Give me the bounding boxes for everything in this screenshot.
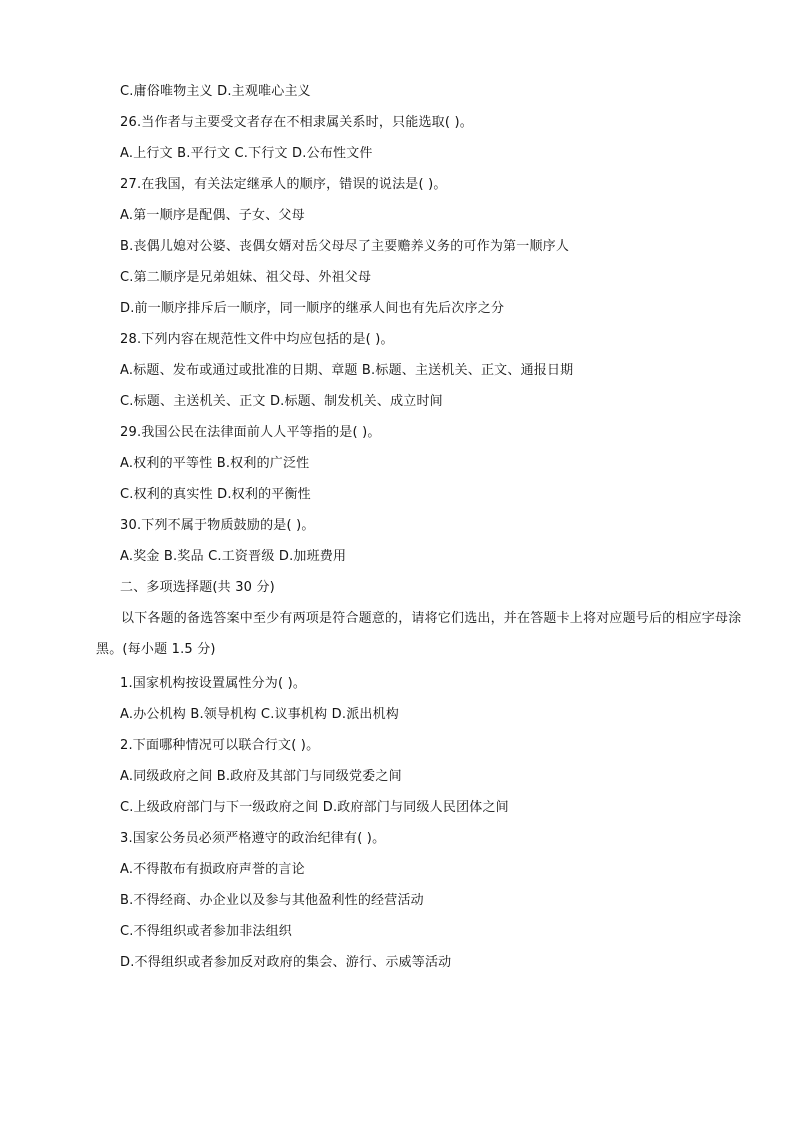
section-heading-multiple-choice: 二、多项选择题(共 30 分) (120, 580, 275, 595)
mq3-option-d: D.不得组织或者参加反对政府的集会、游行、示威等活动 (120, 955, 452, 970)
q28-options-cd: C.标题、主送机关、正文 D.标题、制发机关、成立时间 (120, 394, 443, 409)
mq1-options: A.办公机构 B.领导机构 C.议事机构 D.派出机构 (120, 707, 399, 722)
q29-options-cd: C.权利的真实性 D.权利的平衡性 (120, 487, 311, 502)
q25-options-cd: C.庸俗唯物主义 D.主观唯心主义 (120, 84, 311, 99)
mq3-option-b: B.不得经商、办企业以及参与其他盈利性的经营活动 (120, 893, 424, 908)
q27-option-a: A.第一顺序是配偶、子女、父母 (120, 208, 305, 223)
mq3-question: 3.国家公务员必须严格遵守的政治纪律有( )。 (120, 831, 386, 846)
mq2-options-ab: A.同级政府之间 B.政府及其部门与同级党委之间 (120, 769, 402, 784)
mq3-option-a: A.不得散布有损政府声誉的言论 (120, 862, 305, 877)
q27-option-d: D.前一顺序排斥后一顺序，同一顺序的继承人间也有先后次序之分 (120, 301, 505, 316)
mq2-question: 2.下面哪种情况可以联合行文( )。 (120, 738, 320, 753)
q30-question: 30.下列不属于物质鼓励的是( )。 (120, 518, 315, 533)
section-instruction (96, 603, 756, 665)
q29-question: 29.我国公民在法律面前人人平等指的是( )。 (120, 425, 381, 440)
q28-question: 28.下列内容在规范性文件中均应包括的是( )。 (120, 332, 394, 347)
q27-option-c: C.第二顺序是兄弟姐妹、祖父母、外祖父母 (120, 270, 372, 285)
q30-options: A.奖金 B.奖品 C.工资晋级 D.加班费用 (120, 549, 347, 564)
q27-option-b: B.丧偶儿媳对公婆、丧偶女婿对岳父母尽了主要赡养义务的可作为第一顺序人 (120, 239, 570, 254)
q28-options-ab: A.标题、发布或通过或批准的日期、章题 B.标题、主送机关、正文、通报日期 (120, 363, 574, 378)
mq3-option-c: C.不得组织或者参加非法组织 (120, 924, 293, 939)
mq2-options-cd: C.上级政府部门与下一级政府之间 D.政府部门与同级人民团体之间 (120, 800, 509, 815)
q29-options-ab: A.权利的平等性 B.权利的广泛性 (120, 456, 310, 471)
q27-question: 27.在我国，有关法定继承人的顺序，错误的说法是( )。 (120, 177, 447, 192)
q26-options: A.上行文 B.平行文 C.下行文 D.公布性文件 (120, 146, 373, 161)
section-instruction-text: 以下各题的备选答案中至少有两项是符合题意的，请将它们选出，并在答题卡上将对应题号后的相应字母涂黑。(每小题 1.5 分) (96, 611, 742, 657)
mq1-question: 1.国家机构按设置属性分为( )。 (120, 676, 307, 691)
q26-question: 26.当作者与主要受文者存在不相隶属关系时，只能选取( )。 (120, 115, 473, 130)
